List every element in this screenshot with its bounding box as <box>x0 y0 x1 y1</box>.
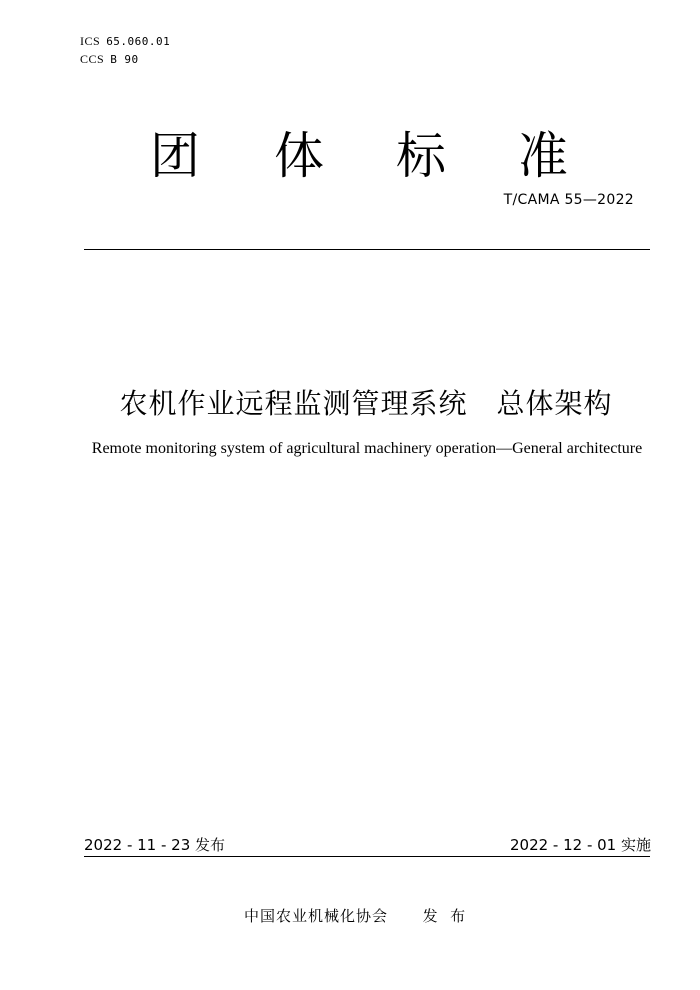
ics-code <box>80 34 170 49</box>
publisher: 中国农业机械化协会 发 布 <box>244 907 467 925</box>
title-chinese: 农机作业远程监测管理系统 总体架构 <box>119 387 613 420</box>
standard-type-char-3: 标 <box>396 127 446 185</box>
ccs-label: CCS <box>80 52 105 66</box>
title-english: Remote monitoring system of agricultural machinery operation—General architecture <box>91 440 643 457</box>
issue-date: 2022 - 11 - 23 发布 <box>84 836 226 854</box>
ics-value: 65.060.01 <box>106 35 171 48</box>
ccs-code <box>80 52 139 67</box>
standard-number: T/CAMA 55—2022 <box>503 192 634 208</box>
ccs-value: B 90 <box>110 53 139 66</box>
standard-type-char-4: 准 <box>518 127 568 185</box>
standard-type-char-1: 团 <box>150 127 200 185</box>
standard-type-char-2: 体 <box>274 127 324 185</box>
bottom-divider <box>84 856 650 857</box>
effective-date: 2022 - 12 - 01 实施 <box>509 836 651 854</box>
ics-label: ICS <box>80 34 101 48</box>
top-divider <box>84 249 650 250</box>
